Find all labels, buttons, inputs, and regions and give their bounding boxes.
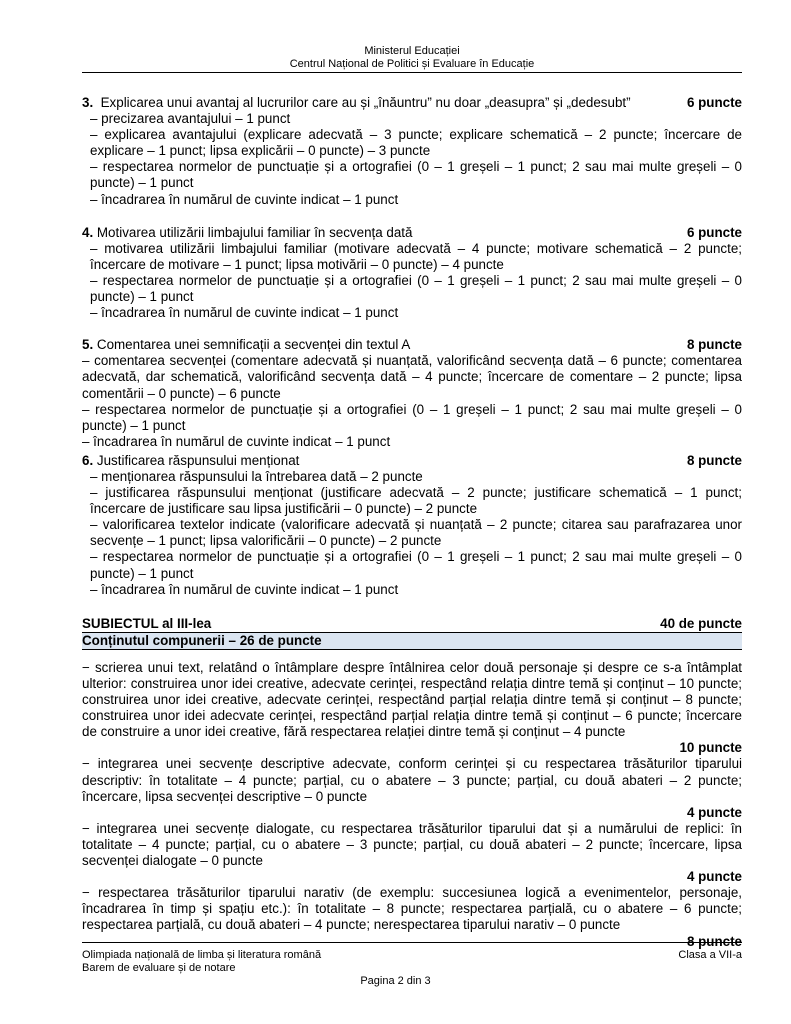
task-5	[82, 337, 742, 450]
task-5-criterion: – respectarea normelor de punctuație și a ortografiei (0 – 1 greșeli – 1 punct; 2 sau mai multe greșeli – 0 puncte) – 1 punct	[82, 401, 742, 433]
header-ministry: Ministerul Educației	[364, 45, 460, 57]
subject-3-item-points: 10 puncte	[679, 740, 742, 756]
task-6-heading	[82, 453, 742, 469]
task-6-criterion: – valorificarea textelor indicate (valorificare adecvată și nuanțată – 2 puncte; citarea sau parafrazarea unor secvențe – 1 punct; lipsa valorificării – 0 puncte) – 2 puncte	[90, 517, 742, 549]
task-6-criterion: – justificarea răspunsului menționat (justificare adecvată – 2 puncte; justificare schematică – 1 punct; încercare de justificare sau lipsa justificării – 0 puncte) – 2 puncte	[90, 485, 742, 517]
task-4-criterion: – motivarea utilizării limbajului familiar (motivare adecvată – 4 puncte; motivare schematică – 2 puncte; încercare de motivare – 1 punct; lipsa motivării – 0 puncte) – 4 puncte	[90, 240, 742, 272]
footer-barem: Barem de evaluare și de notare	[82, 962, 236, 974]
task-3	[82, 95, 742, 208]
footer-olympiad: Olimpiada națională de limba și literatura română	[82, 949, 322, 961]
subject-3-item: − integrarea unei secvențe dialogate, cu respectarea trăsăturilor tiparului dat și a numărului de replici: în totalitate – 4 puncte; parțial, cu o abatere – 3 puncte; parțial, cu două abateri – 2 puncte; încercare, lipsa secvenței dialogate – 0 puncte	[82, 820, 742, 869]
task-6-criterion: – încadrarea în numărul de cuvinte indicat – 1 punct	[90, 581, 399, 597]
subject-3-item-points: 4 puncte	[686, 804, 742, 820]
header-center: Centrul Național de Politici și Evaluare în Educație	[289, 58, 535, 70]
task-5-title: Comentarea unei semnificații a secvenței din textul A	[96, 337, 411, 353]
task-3-title: Explicarea unui avantaj al lucrurilor care au și „înăuntru” nu doar „deasupra” și „dedesubt”	[100, 95, 631, 110]
task-3-criterion: – explicarea avantajului (explicare adecvată – 3 puncte; explicare schematică – 2 puncte; încercare de explicare – 1 punct; lipsa explicării – 0 puncte) – 3 puncte	[90, 127, 742, 159]
task-3-criterion: – încadrarea în numărul de cuvinte indicat – 1 punct	[90, 191, 399, 207]
subject-3-item: − integrarea unei secvențe descriptive adecvate, conform cerinței și cu respectarea trăsăturilor tiparului descriptiv: în totalitate – 4 puncte; parțial, cu o abatere – 3 puncte; parțial, cu două abateri – 2 puncte; încercare, lipsa secvenței descriptive – 0 puncte	[82, 756, 742, 804]
task-6	[82, 453, 742, 598]
task-5-number: 5.	[82, 337, 94, 353]
subject-3-heading	[82, 616, 742, 633]
task-4-heading	[82, 225, 742, 241]
section-content-heading: Conținutul compunerii – 26 de puncte	[82, 633, 742, 650]
task-4-criterion: – respectarea normelor de punctuație și a ortografiei (0 – 1 greșeli – 1 punct; 2 sau mai multe greșeli – 0 puncte) – 1 punct	[90, 272, 742, 305]
task-6-criterion: – respectarea normelor de punctuație și a ortografiei (0 – 1 greșeli – 1 punct; 2 sau mai multe greșeli – 0 puncte) – 1 punct	[90, 549, 742, 581]
subject-3-item: − respectarea trăsăturilor tiparului narativ (de exemplu: succesiunea logică a evenimentelor, personaje, încadrarea în timp și spațiu etc.): în totalitate – 8 puncte; respectarea parțială, cu o abatere – 6 puncte; respectarea parțială, cu două abateri – 4 puncte; nerespectarea tiparului narativ – 0 puncte	[82, 885, 742, 933]
task-5-criterion: – încadrarea în numărul de cuvinte indicat – 1 punct	[82, 433, 391, 449]
footer-divider	[82, 942, 742, 943]
task-4-number: 4.	[82, 224, 94, 240]
subject-3-points: 40 de puncte	[660, 615, 742, 631]
subject-3-item: − scrierea unui text, relatând o întâmplare despre întâlnirea celor două personaje și despre ce s-a întâmplat ulterior: construirea unor idei creative, adecvate cerinței, respectând relația dintre temă și conținut – 10 puncte; construirea unor idei creative, adecvate cerinței, respectând parțial relația dintre temă și conținut – 8 puncte; construirea unor idei adecvate cerinței, respectând parțial relația dintre temă și conținut – 6 puncte; încercare de construire a unor idei creative, fără respectarea relației dintre temă și conținut – 4 puncte	[82, 659, 742, 740]
subject-3-item-points: 4 puncte	[686, 869, 742, 885]
task-4-criterion: – încadrarea în numărul de cuvinte indicat – 1 punct	[90, 305, 399, 321]
task-5-criterion: – comentarea secvenței (comentare adecvată și nuanțată, valorificând secvența dată – 6 puncte; comentarea adecvată, dar schematică, valorificând secvența dată – 4 puncte; încercare de comentare – 2 puncte; lipsa comentării – 0 puncte) – 6 puncte	[82, 353, 742, 401]
task-4-points: 6 puncte	[686, 224, 742, 240]
task-3-criterion: – precizarea avantajului – 1 punct	[90, 111, 291, 127]
footer-left	[82, 949, 321, 975]
footer-grade: Clasa a VII-a	[678, 949, 742, 961]
task-5-heading	[82, 337, 742, 353]
task-6-criterion: – menționarea răspunsului la întrebarea dată – 2 puncte	[90, 468, 423, 484]
task-6-points: 8 puncte	[686, 452, 742, 468]
task-3-points: 6 puncte	[686, 95, 742, 110]
task-3-criterion: – respectarea normelor de punctuație și a ortografiei (0 – 1 greșeli – 1 punct; 2 sau mai multe greșeli – 0 puncte) – 1 punct	[90, 159, 742, 191]
task-6-number: 6.	[82, 452, 94, 468]
subject-3-title: SUBIECTUL al III-lea	[82, 615, 212, 631]
header-divider	[82, 72, 742, 73]
task-3-heading	[82, 95, 742, 111]
task-4-title: Motivarea utilizării limbajului familiar în secvența dată	[96, 224, 413, 240]
task-6-title: Justificarea răspunsului menționat	[96, 452, 300, 468]
document-body	[82, 95, 742, 950]
task-4	[82, 225, 742, 322]
document-header	[82, 45, 742, 71]
page-number: Pagina 2 din 3	[360, 975, 431, 987]
task-5-points: 8 puncte	[686, 337, 742, 353]
subject-3-item-points: 8 puncte	[686, 933, 742, 949]
task-3-number: 3.	[82, 95, 94, 110]
